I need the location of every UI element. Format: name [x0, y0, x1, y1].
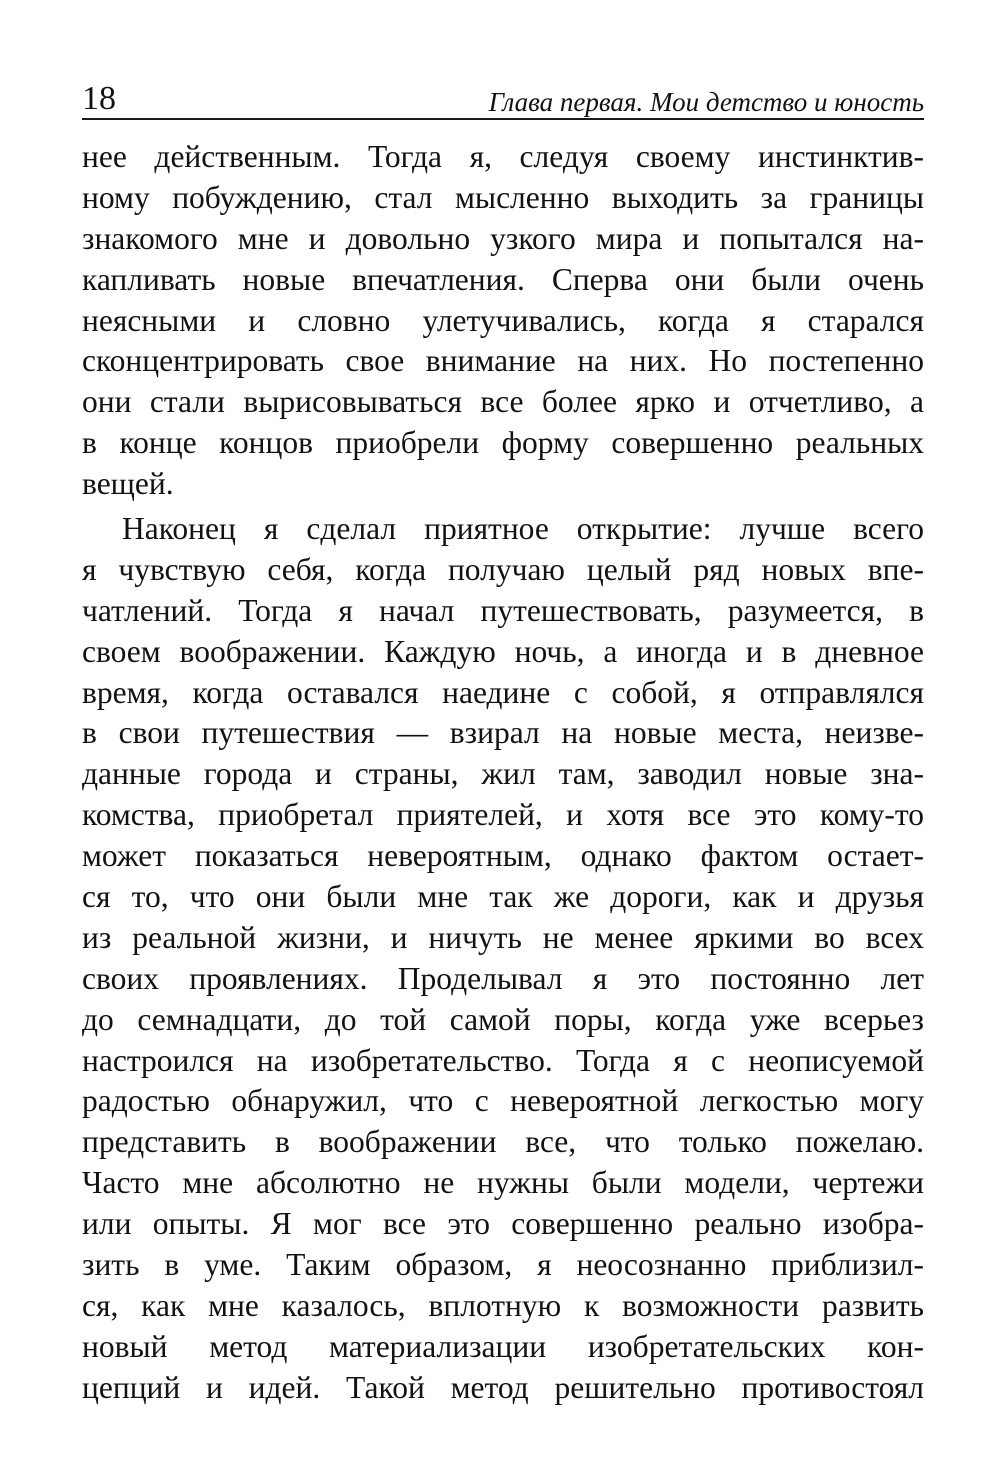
text-line: они стали вырисовываться все более ярко и отчетливо, а: [82, 384, 924, 420]
text-line: я чувствую себя, когда получаю целый ряд новых впе-: [82, 551, 924, 587]
text-line: или опыты. Я мог все это совершенно реально изобра-: [82, 1206, 924, 1242]
running-head: [82, 80, 924, 120]
text-line: может показаться невероятным, однако фактом остает-: [82, 838, 924, 874]
text-line: зить в уме. Таким образом, я неосознанно приблизил-: [82, 1247, 924, 1283]
text-line: Наконец я сделал приятное открытие: лучше всего: [122, 511, 924, 547]
text-line: Часто мне абсолютно не нужны были модели, чертежи: [82, 1165, 924, 1201]
text-line: представить в воображении все, что только пожелаю.: [82, 1124, 924, 1160]
text-line: в свои путешествия — взирал на новые места, неизве-: [82, 715, 924, 751]
text-line: капливать новые впечатления. Сперва они были очень: [82, 261, 924, 297]
text-line: данные города и страны, жил там, заводил новые зна-: [82, 756, 924, 792]
text-line: настроился на изобретательство. Тогда я с неописуемой: [82, 1042, 924, 1078]
text-line: в конце концов приобрели форму совершенно реальных: [82, 425, 924, 461]
text-line: до семнадцати, до той самой поры, когда уже всерьез: [82, 1001, 924, 1037]
body-text: [82, 137, 924, 1409]
text-line: ному побуждению, стал мысленно выходить за границы: [82, 179, 924, 215]
text-line: своих проявлениях. Проделывал я это постоянно лет: [82, 960, 924, 996]
text-line: своем воображении. Каждую ночь, а иногда и в дневное: [82, 633, 924, 669]
text-line: нее действенным. Тогда я, следуя своему инстинктив-: [82, 139, 924, 174]
text-line: ся, как мне казалось, вплотную к возможности развить: [82, 1287, 924, 1323]
chapter-title: Глава первая. Мои детство и юность: [488, 87, 924, 117]
text-line: радостью обнаружил, что с невероятной легкостью могу: [82, 1083, 924, 1119]
header-rule: [82, 118, 924, 120]
text-line: вещей.: [82, 466, 174, 502]
text-line: знакомого мне и довольно узкого мира и попытался на-: [82, 220, 924, 256]
text-line: неясными и словно улетучивались, когда я старался: [82, 302, 924, 338]
text-line: чатлений. Тогда я начал путешествовать, разумеется, в: [82, 592, 924, 628]
text-line: ся то, что они были мне так же дороги, как и друзья: [82, 879, 924, 915]
text-line: цепций и идей. Такой метод решительно противостоял: [82, 1369, 924, 1405]
text-line: новый метод материализации изобретательских кон-: [82, 1328, 924, 1364]
text-line: из реальной жизни, и ничуть не менее яркими во всех: [82, 919, 924, 955]
text-line: время, когда оставался наедине с собой, я отправлялся: [82, 674, 924, 710]
text-line: комства, приобретал приятелей, и хотя все это кому-то: [82, 797, 924, 833]
paragraph-2: [82, 509, 924, 1409]
text-line: сконцентрировать свое внимание на них. Но постепенно: [82, 343, 924, 379]
paragraph-1: [82, 137, 924, 505]
page-number: 18: [82, 80, 116, 117]
